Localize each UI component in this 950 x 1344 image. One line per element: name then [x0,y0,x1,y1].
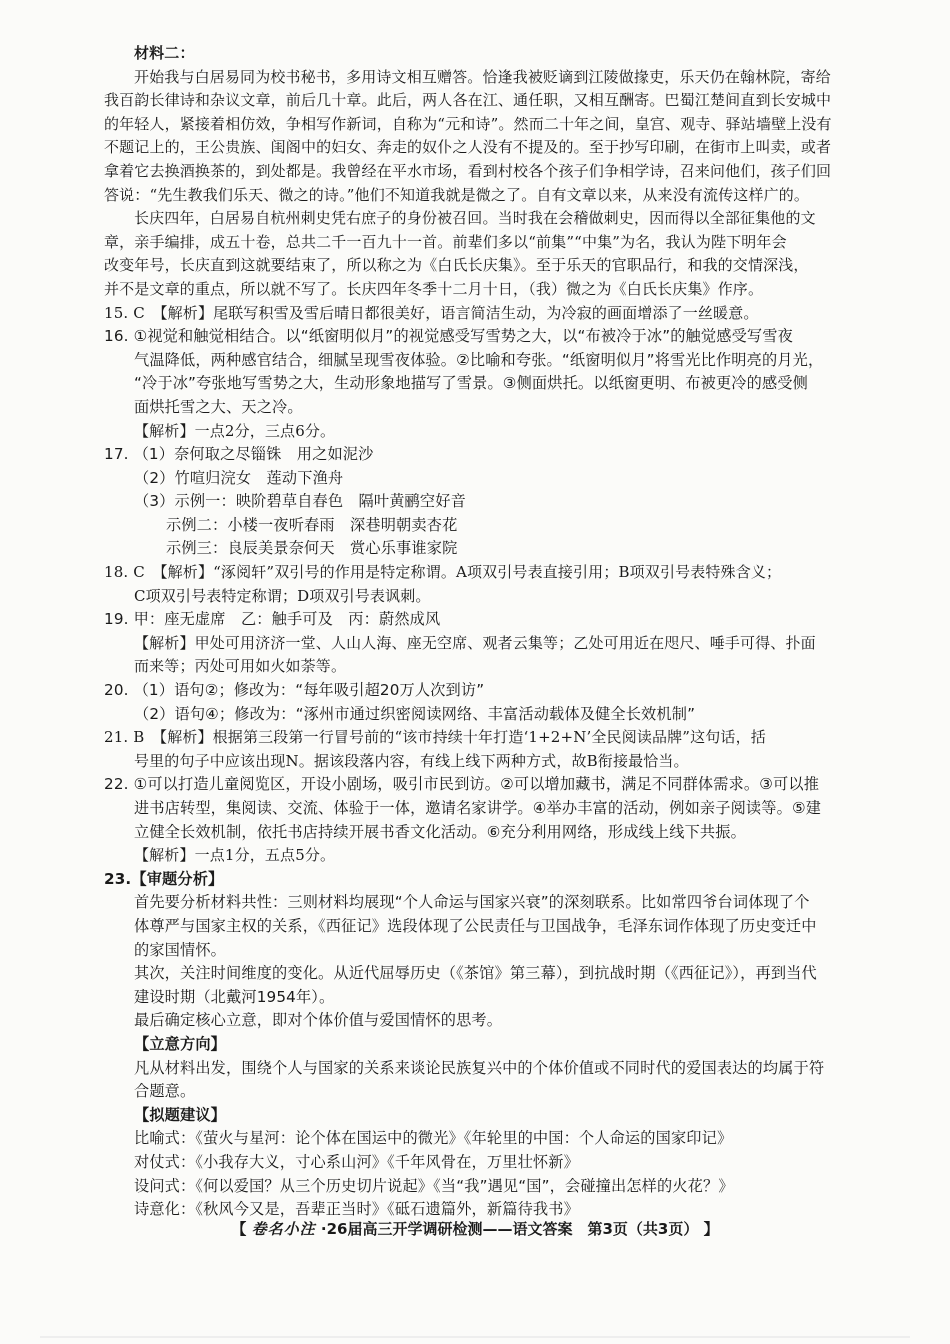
text-line: 比喻式：《萤火与星河：论个体在国运中的微光》《年轮里的中国：个人命运的国家印记》 [134,1129,733,1148]
text-line: 的年轻人，紧接着相仿效，争相写作新词，自称为“元和诗”。然而二十年之间，皇宫、观寺、驿站墙壁上没有 [104,114,832,133]
text-line: 并不是文章的重点，所以就不写了。长庆四年冬季十二月十日，（我）微之为《白氏长庆集》作序。 [104,279,764,298]
text-line: 的家国情怀。 [134,940,227,959]
text-line: （2）语句④；修改为：“涿州市通过织密阅读网络、丰富活动载体及健全长效机制” [134,704,696,723]
text-line: 最后确定核心立意，即对个体价值与爱国情怀的思考。 [134,1011,503,1030]
text-line: 【解析】甲处可用济济一堂、人山人海、座无空席、观者云集等；乙处可用近在咫尺、唾手可得、扑面 [134,633,816,652]
text-line: 材料二： [134,44,195,62]
text-line: 23.【审题分析】 [104,869,224,888]
text-line: 16. ①视觉和触觉相结合。以“纸窗明似月”的视觉感受写雪势之大，以“布被冷于冰”的触觉感受写雪夜 [104,327,793,346]
footer-text: ·26届高三开学调研检测——语文答案 第3页（共3页） [320,1220,699,1238]
page-bottom-divider [40,1336,910,1338]
text-line: 答说：“先生教我们乐天、微之的诗。”他们不知道我就是微之了。自有文章以来，从来没有流传这样广的。 [104,185,810,204]
text-line: 凡从材料出发，围绕个人与国家的关系来谈论民族复兴中的个体价值或不同时代的爱国表达的均属于符 [134,1058,825,1077]
text-line: 示例二：小楼一夜听春雨 深巷明朝卖杏花 [166,515,458,534]
text-line: 示例三：良辰美景奈何天 赏心乐事谁家院 [166,539,458,558]
text-line: 18. C 【解析】“涿阅轩”双引号的作用是特定称谓。A项双引号表直接引用；B项双引号表特殊含义； [104,563,782,582]
text-line: （2）竹喧归浣女 莲动下渔舟 [134,468,344,487]
text-line: 拿着它去换酒换茶的，到处都是。我曾经在平水市场，看到村校各个孩子们争相学诗，召来问他们，孩子们回 [104,161,832,180]
footer-bracket-close: 】 [703,1220,719,1238]
text-line: 设问式：《何以爱国？从三个历史切片说起》《当“我”遇见“国”，会碰撞出怎样的火花？》 [134,1176,734,1195]
text-line: （3）示例一：映阶碧草自春色 隔叶黄鹂空好音 [134,492,466,511]
text-line: 我百韵长律诗和杂议文章，前后几十章。此后，两人各在江、通任职，又相互酬寄。巴蜀江楚间直到长安城中 [104,91,832,110]
text-line: 面烘托雪之大、天之冷。 [134,397,303,416]
text-line: 【解析】一点2分，三点6分。 [134,421,336,440]
text-line: 体尊严与国家主权的关系，《西征记》选段体现了公民责任与卫国战争，毛泽东词作体现了历史变迁中 [134,916,817,935]
text-line: 【拟题建议】 [134,1105,227,1124]
text-line: 【立意方向】 [134,1034,227,1053]
text-line: 诗意化：《秋风今又是，吾辈正当时》《砥石遗篇外，新篇待我书》 [134,1200,579,1219]
text-line: 合题意。 [134,1082,196,1101]
text-line: 长庆四年，白居易自杭州刺史凭右庶子的身份被召回。当时我在会稽做刺史，因而得以全部征集他的文 [134,209,816,228]
text-line: 22. ①可以打造儿童阅览区，开设小剧场，吸引市民到访。②可以增加藏书，满足不同群体需求。③可以推 [104,775,820,794]
text-line: 对仗式：《小我存大义，寸心系山河》《千年风骨在，万里壮怀新》 [134,1152,579,1171]
text-line: “冷于冰”夸张地写雪势之大，生动形象地描写了雪景。③侧面烘托。以纸窗更明、布被更冷的感受侧 [134,374,808,393]
page-footer [0,1218,950,1239]
text-line: 17. （1）奈何取之尽锱铢 用之如泥沙 [104,445,374,464]
text-line: 改变年号，长庆直到这就要结束了，所以称之为《白氏长庆集》。至于乐天的官职品行，和我的交情深浅， [104,256,809,275]
footer-bracket-open: 【 [231,1220,247,1238]
text-line: 21. B 【解析】根据第三段第一行冒号前的“该市持续十年打造‘1+2+N’全民阅读品牌”这句话，括 [104,728,766,747]
text-line: 19. 甲：座无虚席 乙：触手可及 丙：蔚然成风 [104,610,441,629]
text-line: 首先要分析材料共性：三则材料均展现“个人命运与国家兴衰”的深刻联系。比如常四爷台词体现了个 [134,893,810,912]
brand-logo: 卷名小注 [251,1220,316,1238]
text-line: 其次，关注时间维度的变化。从近代屈辱历史（《茶馆》第三幕），到抗战时期（《西征记》），再到当代 [134,964,817,983]
text-line: 15. C 【解析】尾联写积雪及雪后晴日都很美好，语言简洁生动，为冷寂的画面增添了一丝暖意。 [104,303,759,322]
text-line: 而来等；丙处可用如火如荼等。 [134,657,347,676]
text-line: 20. （1）语句②；修改为：“每年吸引超20万人次到访” [104,681,485,700]
text-line: 气温降低，两种感官结合，细腻呈现雪夜体验。②比喻和夸张。“纸窗明似月”将雪光比作明亮的月光， [134,350,824,369]
answer-page [104,42,874,1222]
text-line: C项双引号表特定称谓；D项双引号表讽刺。 [134,586,431,605]
text-line: 号里的句子中应该出现N。据该段落内容，有线上线下两种方式，故B衔接最恰当。 [134,751,689,770]
text-line: 建设时期（北戴河1954年）。 [134,987,335,1006]
text-line: 章，亲手编排，成五十卷，总共二千一百九十一首。前辈们多以“前集”“中集”为名，我认为陛下明年会 [104,232,787,251]
text-line: 【解析】一点1分，五点5分。 [134,846,336,865]
text-line: 立健全长效机制，依托书店持续开展书香文化活动。⑥充分利用网络，形成线上线下共振。 [134,822,746,841]
text-line: 进书店转型，集阅读、交流、体验于一体，邀请名家讲学。④举办丰富的活动，例如亲子阅读等。⑤建 [134,799,822,817]
text-line: 开始我与白居易同为校书秘书，多用诗文相互赠答。恰逢我被贬谪到江陵做掾吏，乐天仍在翰林院，寄给 [134,67,831,86]
text-line: 不题记上的，王公贵族、闺阁中的妇女、奔走的奴仆之人没有不提及的。至于抄写印刷，在街市上叫卖，或者 [104,138,832,157]
